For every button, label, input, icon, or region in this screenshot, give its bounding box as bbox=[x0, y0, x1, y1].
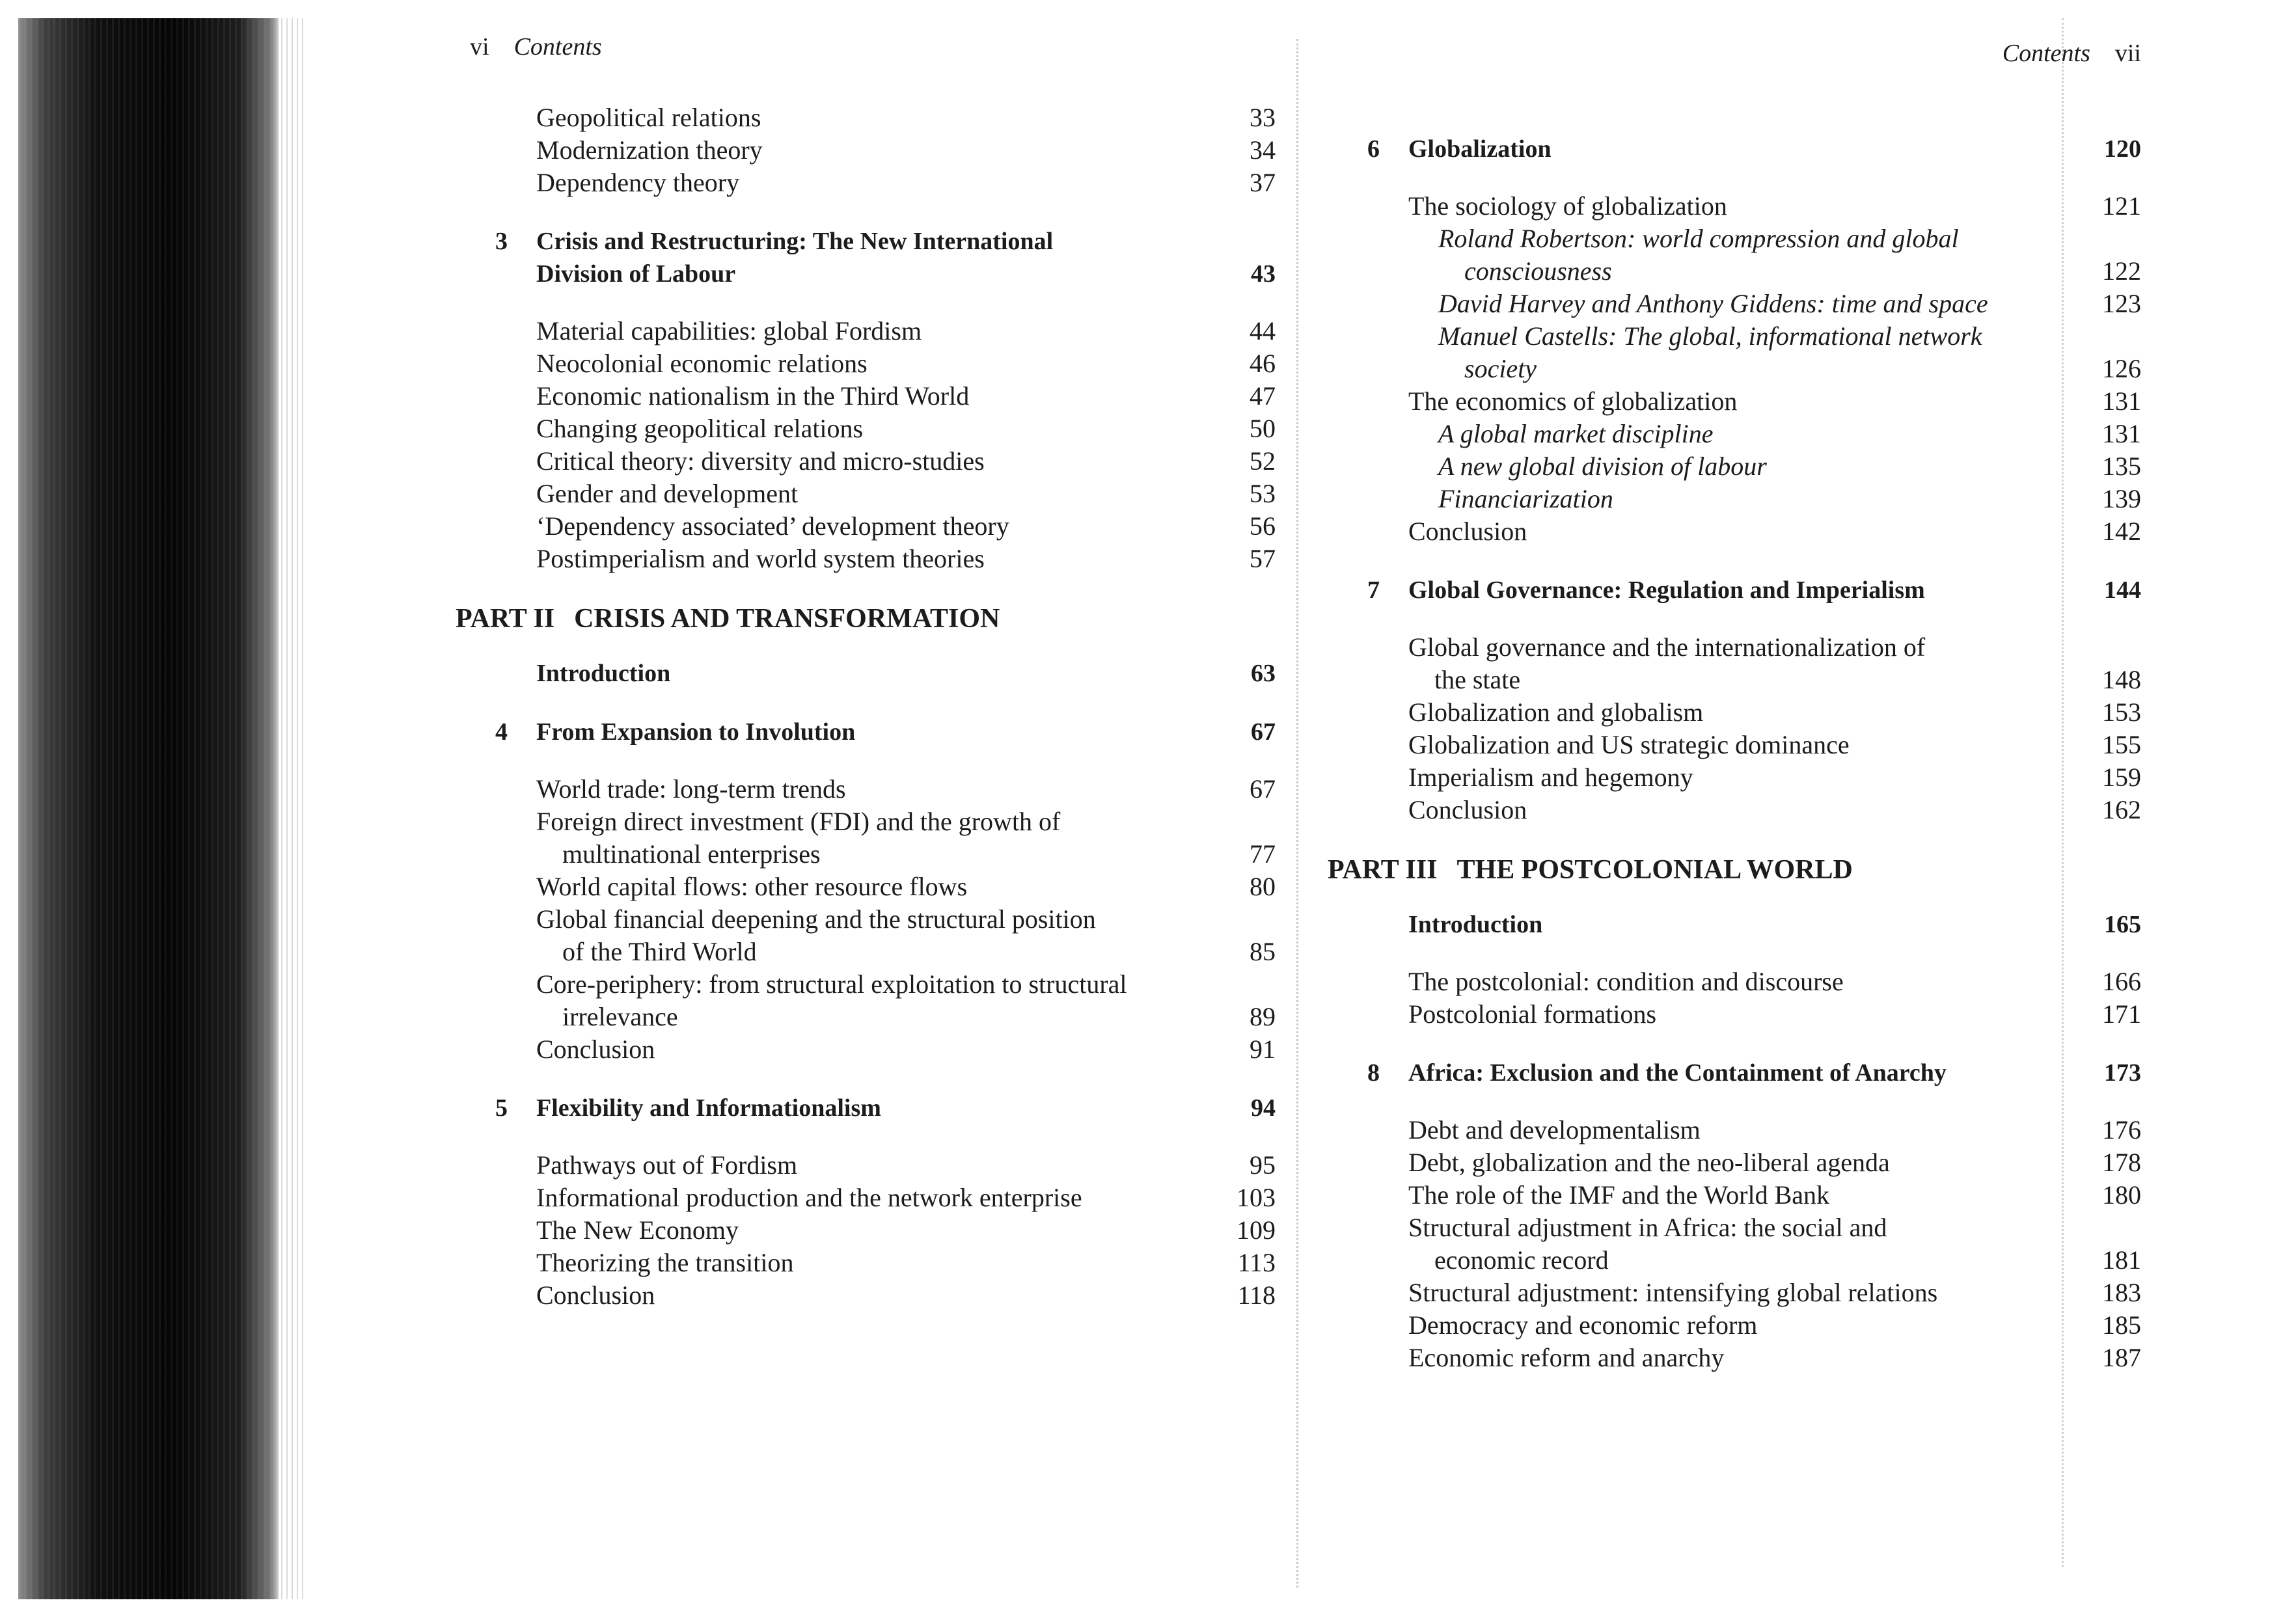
chapter-title-line1: Crisis and Restructuring: The New International bbox=[536, 228, 1054, 255]
toc-entry[interactable] bbox=[456, 134, 1276, 167]
entry-title: Debt, globalization and the neo-liberal agenda bbox=[1408, 1148, 1890, 1177]
entry-title: Conclusion bbox=[536, 1280, 655, 1310]
entry-page: 135 bbox=[2102, 452, 2141, 481]
right-toc bbox=[1328, 107, 2141, 1374]
entry-title: The sociology of globalization bbox=[1408, 191, 1727, 221]
entry-title: Globalization and globalism bbox=[1408, 697, 1704, 727]
entry-title: World capital flows: other resource flows bbox=[536, 872, 968, 901]
entry-page: 37 bbox=[1250, 168, 1276, 197]
entry-page: 95 bbox=[1250, 1150, 1276, 1180]
entry-page: 33 bbox=[1250, 103, 1276, 132]
entry-title: Conclusion bbox=[1408, 795, 1527, 824]
entry-page: 165 bbox=[2104, 911, 2141, 938]
entry-page: 56 bbox=[1250, 511, 1276, 541]
entry-title: The postcolonial: condition and discourse bbox=[1408, 967, 1844, 996]
entry-title: Globalization and US strategic dominance bbox=[1408, 730, 1850, 759]
toc-entry[interactable] bbox=[1328, 761, 2141, 794]
entry-page: 118 bbox=[1237, 1280, 1276, 1310]
chapter-page: 173 bbox=[2104, 1059, 2141, 1087]
entry-page: 187 bbox=[2102, 1343, 2141, 1372]
entry-title: David Harvey and Anthony Giddens: time and space bbox=[1438, 289, 1988, 318]
entry-page: 181 bbox=[2102, 1245, 2141, 1275]
entry-title: A new global division of labour bbox=[1438, 452, 1767, 481]
entry-title: A global market discipline bbox=[1438, 419, 1714, 448]
page-edge-texture bbox=[281, 18, 303, 1599]
toc-subentry[interactable] bbox=[1328, 320, 2141, 385]
toc-entry[interactable] bbox=[456, 510, 1276, 543]
chapter-7-heading[interactable] bbox=[1328, 574, 2141, 606]
entry-title-line1: Structural adjustment in Africa: the social and bbox=[1408, 1213, 1887, 1242]
toc-entry[interactable] bbox=[456, 871, 1276, 903]
center-gutter bbox=[1296, 39, 1298, 1588]
toc-subentry[interactable] bbox=[1328, 288, 2141, 320]
toc-subentry[interactable] bbox=[1328, 418, 2141, 450]
toc-entry[interactable] bbox=[1328, 515, 2141, 548]
chapter-number: 7 bbox=[1367, 576, 1380, 604]
part-3-introduction[interactable] bbox=[1328, 908, 2141, 941]
right-running-header bbox=[2003, 39, 2141, 68]
entry-page: 139 bbox=[2102, 484, 2141, 513]
entry-title: Changing geopolitical relations bbox=[536, 414, 864, 443]
toc-entry[interactable] bbox=[1328, 1342, 2141, 1374]
entry-page: 34 bbox=[1250, 135, 1276, 165]
entry-title: Imperialism and hegemony bbox=[1408, 763, 1693, 792]
part-2-heading[interactable] bbox=[456, 602, 1276, 635]
toc-entry[interactable] bbox=[1328, 1277, 2141, 1309]
right-page bbox=[1328, 39, 2141, 1503]
toc-entry[interactable] bbox=[456, 315, 1276, 347]
entry-title-line2: economic record bbox=[1434, 1245, 1609, 1275]
entry-page: 46 bbox=[1250, 349, 1276, 378]
entry-page: 131 bbox=[2102, 386, 2141, 416]
entry-page: 63 bbox=[1251, 660, 1276, 687]
entry-page: 53 bbox=[1250, 479, 1276, 508]
chapter-title: Flexibility and Informationalism bbox=[536, 1094, 881, 1122]
entry-page: 113 bbox=[1237, 1248, 1276, 1277]
entry-page: 109 bbox=[1237, 1215, 1276, 1245]
toc-entry[interactable] bbox=[1328, 966, 2141, 998]
chapter-page: 94 bbox=[1251, 1094, 1276, 1122]
entry-title: Debt and developmentalism bbox=[1408, 1115, 1701, 1144]
toc-entry[interactable] bbox=[456, 347, 1276, 380]
toc-entry[interactable] bbox=[456, 1279, 1276, 1312]
entry-title-line2: society bbox=[1464, 354, 1537, 383]
toc-entry[interactable] bbox=[456, 968, 1276, 1033]
part-title: THE POSTCOLONIAL WORLD bbox=[1456, 855, 1853, 885]
entry-title-line2: multinational enterprises bbox=[562, 839, 821, 869]
part-label: PART II bbox=[456, 604, 555, 634]
entry-title: The economics of globalization bbox=[1408, 386, 1738, 416]
entry-title: Pathways out of Fordism bbox=[536, 1150, 798, 1180]
entry-title: Economic reform and anarchy bbox=[1408, 1343, 1725, 1372]
part-label: PART III bbox=[1328, 855, 1438, 885]
chapter-number: 4 bbox=[495, 718, 508, 746]
entry-page: 52 bbox=[1250, 446, 1276, 476]
entry-page: 89 bbox=[1250, 1002, 1276, 1031]
left-running-title: Contents bbox=[513, 33, 602, 61]
entry-title: Postimperialism and world system theories bbox=[536, 544, 985, 573]
left-running-header bbox=[470, 33, 602, 61]
entry-page: 131 bbox=[2102, 419, 2141, 448]
entry-page: 162 bbox=[2102, 795, 2141, 824]
entry-title-line2: the state bbox=[1434, 665, 1521, 694]
toc-entry[interactable] bbox=[456, 1149, 1276, 1182]
chapter-3-heading[interactable] bbox=[456, 225, 1276, 290]
toc-entry[interactable] bbox=[1328, 998, 2141, 1031]
chapter-number: 3 bbox=[495, 228, 508, 255]
entry-page: 77 bbox=[1250, 839, 1276, 869]
entry-title: Postcolonial formations bbox=[1408, 999, 1657, 1029]
entry-title: Structural adjustment: intensifying global relations bbox=[1408, 1278, 1938, 1307]
entry-title: Conclusion bbox=[1408, 517, 1527, 546]
toc-entry[interactable] bbox=[456, 1214, 1276, 1247]
chapter-title: From Expansion to Involution bbox=[536, 718, 856, 746]
toc-entry[interactable] bbox=[456, 413, 1276, 445]
chapter-4-heading[interactable] bbox=[456, 716, 1276, 748]
entry-title: Introduction bbox=[536, 660, 671, 687]
entry-page: 50 bbox=[1250, 414, 1276, 443]
toc-entry[interactable] bbox=[456, 543, 1276, 575]
entry-title-line2: of the Third World bbox=[562, 937, 757, 966]
entry-title: Economic nationalism in the Third World bbox=[536, 381, 970, 411]
toc-entry[interactable] bbox=[1328, 1179, 2141, 1211]
chapter-title: Globalization bbox=[1408, 135, 1552, 163]
toc-entry[interactable] bbox=[1328, 1146, 2141, 1179]
part-3-heading[interactable] bbox=[1328, 854, 2141, 886]
right-folio: vii bbox=[2114, 40, 2141, 67]
entry-page: 183 bbox=[2102, 1278, 2141, 1307]
toc-entry[interactable] bbox=[1328, 1114, 2141, 1146]
entry-title: World trade: long-term trends bbox=[536, 774, 846, 804]
toc-entry[interactable] bbox=[1328, 631, 2141, 696]
entry-page: 80 bbox=[1250, 872, 1276, 901]
entry-title: Conclusion bbox=[536, 1035, 655, 1064]
book-spine-shadow bbox=[18, 18, 279, 1599]
chapter-8-heading[interactable] bbox=[1328, 1057, 2141, 1089]
entry-title-line1: Global financial deepening and the structural position bbox=[536, 904, 1096, 934]
toc-entry[interactable] bbox=[1328, 190, 2141, 223]
toc-entry[interactable] bbox=[456, 1247, 1276, 1279]
entry-page: 91 bbox=[1250, 1035, 1276, 1064]
chapter-title: Africa: Exclusion and the Containment of Anarchy bbox=[1408, 1059, 1947, 1087]
toc-entry[interactable] bbox=[456, 805, 1276, 871]
entry-page: 155 bbox=[2102, 730, 2141, 759]
entry-page: 67 bbox=[1250, 774, 1276, 804]
entry-page: 123 bbox=[2102, 289, 2141, 318]
entry-title: Critical theory: diversity and micro-studies bbox=[536, 446, 985, 476]
entry-title-line1: Core-periphery: from structural exploitation to structural bbox=[536, 969, 1127, 999]
toc-entry[interactable] bbox=[1328, 794, 2141, 826]
entry-title: Gender and development bbox=[536, 479, 799, 508]
entry-page: 126 bbox=[2102, 354, 2141, 383]
entry-title-line2: irrelevance bbox=[562, 1002, 678, 1031]
entry-title: Modernization theory bbox=[536, 135, 763, 165]
entry-page: 85 bbox=[1250, 937, 1276, 966]
entry-title: ‘Dependency associated’ development theory bbox=[536, 511, 1009, 541]
entry-page: 103 bbox=[1237, 1183, 1276, 1212]
entry-page: 44 bbox=[1250, 316, 1276, 345]
entry-title: Democracy and economic reform bbox=[1408, 1310, 1758, 1340]
entry-page: 57 bbox=[1250, 544, 1276, 573]
toc-entry[interactable] bbox=[456, 1182, 1276, 1214]
toc-entry[interactable] bbox=[1328, 729, 2141, 761]
toc-entry[interactable] bbox=[456, 102, 1276, 134]
entry-title-line1: Manuel Castells: The global, informational network bbox=[1438, 321, 1982, 351]
left-folio: vi bbox=[470, 33, 489, 61]
chapter-page: 67 bbox=[1251, 718, 1276, 746]
toc-entry[interactable] bbox=[456, 380, 1276, 413]
toc-subentry[interactable] bbox=[1328, 223, 2141, 288]
chapter-number: 8 bbox=[1367, 1059, 1380, 1087]
toc-entry[interactable] bbox=[1328, 1309, 2141, 1342]
chapter-number: 5 bbox=[495, 1094, 508, 1122]
entry-title: Informational production and the network enterprise bbox=[536, 1183, 1082, 1212]
entry-title: Introduction bbox=[1408, 911, 1543, 938]
toc-entry[interactable] bbox=[456, 773, 1276, 805]
entry-title-line1: Roland Robertson: world compression and global bbox=[1438, 224, 1959, 253]
entry-page: 171 bbox=[2102, 999, 2141, 1029]
entry-page: 122 bbox=[2102, 256, 2141, 286]
right-running-title: Contents bbox=[2002, 40, 2090, 67]
entry-title: The role of the IMF and the World Bank bbox=[1408, 1180, 1830, 1210]
entry-title-line1: Foreign direct investment (FDI) and the growth of bbox=[536, 807, 1061, 836]
entry-page: 176 bbox=[2102, 1115, 2141, 1144]
toc-entry[interactable] bbox=[1328, 696, 2141, 729]
entry-page: 178 bbox=[2102, 1148, 2141, 1177]
toc-entry[interactable] bbox=[456, 478, 1276, 510]
entry-title: The New Economy bbox=[536, 1215, 739, 1245]
entry-page: 166 bbox=[2102, 967, 2141, 996]
toc-entry[interactable] bbox=[456, 903, 1276, 968]
chapter-6-heading[interactable] bbox=[1328, 133, 2141, 165]
toc-entry[interactable] bbox=[1328, 1211, 2141, 1277]
left-toc bbox=[456, 102, 1276, 1312]
chapter-title: Global Governance: Regulation and Imperialism bbox=[1408, 576, 1925, 604]
chapter-title-line2: Division of Labour bbox=[536, 260, 736, 288]
toc-entry[interactable] bbox=[456, 167, 1276, 199]
entry-title: Dependency theory bbox=[536, 168, 740, 197]
entry-title-line2: consciousness bbox=[1464, 256, 1612, 286]
toc-entry[interactable] bbox=[456, 445, 1276, 478]
entry-title-line1: Global governance and the internationalization of bbox=[1408, 632, 1926, 662]
part-title: CRISIS AND TRANSFORMATION bbox=[574, 604, 1000, 634]
toc-entry[interactable] bbox=[456, 1033, 1276, 1066]
entry-title: Theorizing the transition bbox=[536, 1248, 794, 1277]
entry-page: 159 bbox=[2102, 763, 2141, 792]
part-2-introduction[interactable] bbox=[456, 657, 1276, 690]
entry-page: 148 bbox=[2102, 665, 2141, 694]
chapter-page: 144 bbox=[2104, 576, 2141, 604]
entry-page: 47 bbox=[1250, 381, 1276, 411]
entry-title: Geopolitical relations bbox=[536, 103, 761, 132]
chapter-page: 43 bbox=[1251, 260, 1276, 288]
entry-title: Financiarization bbox=[1438, 484, 1613, 513]
entry-page: 142 bbox=[2102, 517, 2141, 546]
toc-subentry[interactable] bbox=[1328, 450, 2141, 483]
chapter-number: 6 bbox=[1367, 135, 1380, 163]
entry-page: 185 bbox=[2102, 1310, 2141, 1340]
toc-entry[interactable] bbox=[1328, 385, 2141, 418]
entry-page: 153 bbox=[2102, 697, 2141, 727]
toc-subentry[interactable] bbox=[1328, 483, 2141, 515]
chapter-5-heading[interactable] bbox=[456, 1092, 1276, 1124]
entry-page: 121 bbox=[2102, 191, 2141, 221]
left-page bbox=[456, 33, 1276, 1496]
entry-title: Neocolonial economic relations bbox=[536, 349, 868, 378]
chapter-page: 120 bbox=[2104, 135, 2141, 163]
entry-title: Material capabilities: global Fordism bbox=[536, 316, 922, 345]
entry-page: 180 bbox=[2102, 1180, 2141, 1210]
